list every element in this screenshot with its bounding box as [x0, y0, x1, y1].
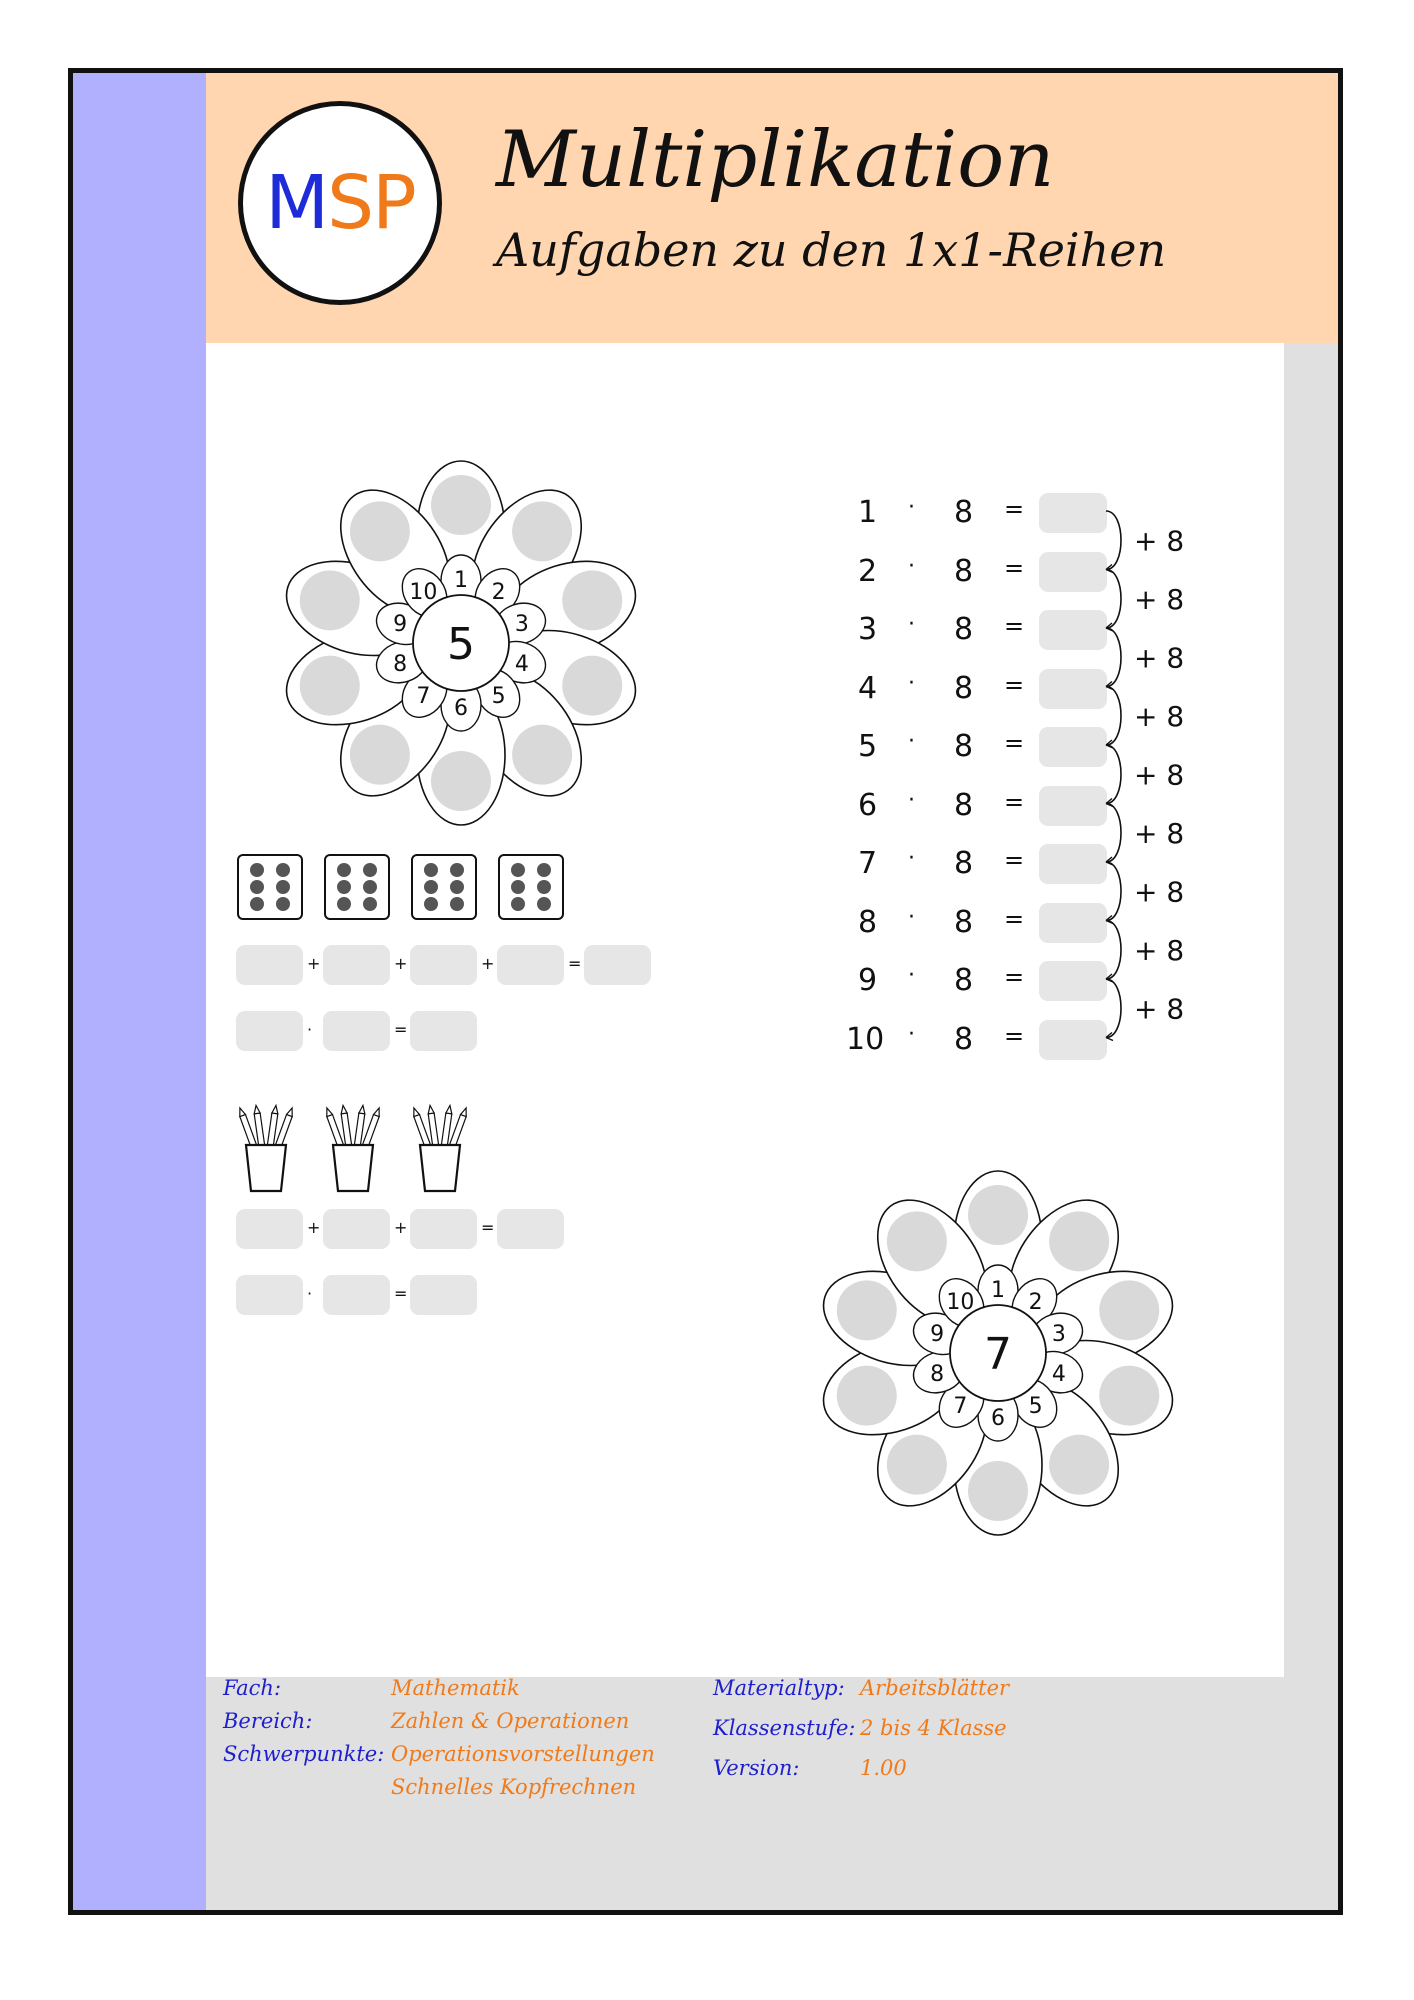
factor: 8	[954, 963, 974, 998]
petal-number: 4	[514, 651, 529, 677]
step-label: + 8	[1134, 699, 1185, 733]
petal-number: 7	[953, 1393, 968, 1419]
step-label: + 8	[1134, 641, 1185, 675]
die-pip	[250, 863, 264, 877]
step-label: + 8	[1134, 758, 1185, 792]
die-pip	[450, 897, 464, 911]
dot-sign: ·	[908, 904, 915, 930]
step-label: + 8	[1134, 875, 1185, 909]
equals-sign: =	[1004, 787, 1025, 816]
answer-box[interactable]	[410, 1209, 477, 1249]
plus-sign: +	[307, 954, 321, 973]
plus-sign: +	[394, 1218, 408, 1237]
die-pip	[511, 863, 525, 877]
equals-sign: =	[1004, 495, 1025, 523]
answer-box[interactable]	[1039, 727, 1107, 767]
equals-sign: =	[1004, 729, 1025, 757]
equals-sign: =	[394, 1284, 408, 1303]
step-label: + 8	[1134, 992, 1185, 1026]
petal-number: 9	[930, 1322, 945, 1348]
die-pip	[424, 863, 438, 877]
worksheet-content	[206, 343, 1284, 1677]
answer-box[interactable]	[236, 1275, 303, 1315]
die-pip	[537, 863, 551, 877]
die-pip	[337, 863, 351, 877]
die	[325, 855, 389, 919]
answer-box[interactable]	[323, 1209, 390, 1249]
klassenstufe-label: Klassenstufe:	[713, 1716, 856, 1740]
petal-number: 1	[991, 1278, 1005, 1303]
page-subtitle: Aufgaben zu den 1x1-Reihen	[496, 223, 1167, 277]
step-label: + 8	[1134, 524, 1185, 558]
answer-box[interactable]	[323, 1011, 390, 1051]
times-table-row	[846, 1020, 1146, 1070]
answer-box[interactable]	[1039, 786, 1107, 826]
step-arrow	[1106, 862, 1121, 921]
petal-number: 5	[1028, 1393, 1043, 1419]
answer-box[interactable]	[1039, 552, 1107, 592]
die-pip	[250, 897, 264, 911]
dice-multiplication-row	[236, 1011, 656, 1051]
die-pip	[276, 863, 290, 877]
fach-label: Fach:	[223, 1676, 282, 1700]
petal-number: 4	[1051, 1361, 1066, 1387]
multiplier: 1	[858, 495, 878, 530]
dot-sign: ·	[908, 553, 915, 579]
dice-addition-row	[236, 945, 656, 985]
pencil-cup	[411, 1105, 469, 1191]
multiplier: 3	[858, 612, 878, 647]
equals-sign: =	[481, 1218, 495, 1237]
header-band	[206, 73, 1338, 343]
multiplier: 10	[846, 1021, 885, 1057]
petal-number: 10	[409, 580, 438, 606]
answer-box[interactable]	[1039, 961, 1107, 1001]
answer-box[interactable]	[497, 1209, 564, 1249]
answer-box[interactable]	[323, 945, 390, 985]
dot-sign: ·	[908, 963, 915, 988]
pencil-addition-row	[236, 1209, 656, 1249]
factor: 8	[954, 787, 974, 823]
step-arrow	[1106, 979, 1121, 1038]
plus-sign: +	[307, 1218, 321, 1237]
logo-letters-sp: SP	[327, 160, 415, 246]
dot-sign: ·	[908, 1021, 915, 1047]
materialtyp-value: Arbeitsblätter	[860, 1676, 1010, 1700]
factor: 8	[954, 553, 974, 589]
multiplier: 5	[858, 729, 878, 764]
worksheet-frame	[68, 68, 1343, 1915]
multiplier: 9	[858, 963, 878, 998]
step-arrow	[1106, 570, 1121, 629]
die-pip	[276, 880, 290, 894]
schwerpunkte-label: Schwerpunkte:	[223, 1742, 385, 1766]
die-pip	[363, 880, 377, 894]
dice-task	[236, 853, 656, 1073]
petal-number: 10	[946, 1290, 975, 1316]
equals-sign: =	[1004, 1021, 1025, 1050]
times-table-row	[846, 727, 1146, 777]
die-pip	[537, 880, 551, 894]
flower-center-number: 5	[447, 619, 475, 670]
times-table-row	[846, 786, 1146, 836]
equals-sign: =	[1004, 963, 1025, 991]
answer-box[interactable]	[410, 945, 477, 985]
step-label: + 8	[1134, 816, 1185, 850]
factor: 8	[954, 904, 974, 940]
equals-sign: =	[1004, 846, 1025, 874]
die	[238, 855, 302, 919]
answer-box[interactable]	[410, 1011, 477, 1051]
equals-sign: =	[1004, 612, 1025, 640]
step-arrow	[1106, 628, 1121, 687]
petal-number: 1	[454, 568, 468, 593]
schwerpunkte-value-1: Operationsvorstellungen	[391, 1742, 655, 1766]
die	[412, 855, 476, 919]
factor: 8	[954, 729, 974, 764]
answer-circle[interactable]	[968, 1185, 1028, 1245]
step-arrow	[1106, 745, 1121, 804]
die-pip	[511, 880, 525, 894]
dice-row	[236, 853, 596, 933]
step-arrow	[1106, 511, 1121, 570]
bereich-label: Bereich:	[223, 1709, 313, 1733]
answer-box[interactable]	[1039, 610, 1107, 650]
die-pip	[450, 880, 464, 894]
klassenstufe-value: 2 bis 4 Klasse	[860, 1716, 1007, 1740]
dot-sign: ·	[908, 729, 915, 754]
petal-number: 6	[454, 696, 468, 721]
times-table-row	[846, 493, 1146, 543]
factor: 8	[954, 846, 974, 881]
materialtyp-label: Materialtyp:	[713, 1676, 845, 1700]
die-pip	[424, 897, 438, 911]
version-value: 1.00	[860, 1756, 907, 1780]
petal-number: 7	[416, 683, 431, 709]
answer-circle[interactable]	[431, 751, 491, 811]
answer-box[interactable]	[236, 1209, 303, 1249]
pencil-multiplication-row	[236, 1275, 656, 1315]
answer-box[interactable]	[323, 1275, 390, 1315]
equals-sign: =	[1004, 553, 1025, 582]
plus-sign: +	[394, 954, 408, 973]
answer-circle[interactable]	[968, 1461, 1028, 1521]
pencil-cup	[324, 1105, 382, 1191]
times-table-row	[846, 903, 1146, 953]
times-table-row	[846, 844, 1146, 894]
answer-box[interactable]	[497, 945, 564, 985]
plus-sign: +	[481, 954, 495, 973]
logo-letter-m: M	[265, 160, 328, 246]
times-table-row	[846, 552, 1146, 602]
answer-box[interactable]	[410, 1275, 477, 1315]
answer-box[interactable]	[236, 1011, 303, 1051]
bereich-value: Zahlen & Operationen	[391, 1709, 630, 1733]
equals-sign: =	[394, 1020, 408, 1039]
petal-number: 5	[491, 683, 506, 709]
dot-sign: ·	[908, 787, 915, 813]
dot-sign: ·	[307, 1284, 313, 1303]
version-label: Version:	[713, 1756, 800, 1780]
factor: 8	[954, 612, 974, 647]
step-arrow	[1106, 804, 1121, 863]
answer-box[interactable]	[236, 945, 303, 985]
pencil-cups-row	[236, 1103, 536, 1203]
multiplier: 8	[858, 904, 878, 940]
schwerpunkte-value-2: Schnelles Kopfrechnen	[391, 1775, 637, 1799]
die-pip	[276, 897, 290, 911]
multiplier: 2	[858, 553, 878, 589]
dot-sign: ·	[908, 612, 915, 637]
petal-number: 3	[514, 612, 529, 638]
pencil-cup	[237, 1105, 295, 1191]
petal-number: 6	[991, 1406, 1005, 1431]
flower-center-number: 7	[984, 1329, 1012, 1380]
step-arrow	[1106, 921, 1121, 980]
die-pip	[537, 897, 551, 911]
die-pip	[337, 880, 351, 894]
times-table-8	[846, 493, 1266, 1073]
multiplier: 7	[858, 846, 878, 881]
multiplier: 4	[858, 670, 878, 706]
dot-sign: ·	[908, 670, 915, 696]
cup	[420, 1145, 460, 1191]
dot-sign: ·	[908, 495, 915, 520]
factor: 8	[954, 670, 974, 706]
equals-sign: =	[568, 954, 582, 973]
dot-sign: ·	[307, 1020, 313, 1039]
die-pip	[363, 897, 377, 911]
answer-circle[interactable]	[431, 475, 491, 535]
step-arrows	[1104, 493, 1224, 1073]
answer-box[interactable]	[1039, 903, 1107, 943]
die	[499, 855, 563, 919]
step-arrow	[1106, 687, 1121, 746]
answer-box[interactable]	[1039, 844, 1107, 884]
times-table-row	[846, 610, 1146, 660]
petal-number: 3	[1051, 1322, 1066, 1348]
step-label: + 8	[1134, 582, 1185, 616]
cup	[333, 1145, 373, 1191]
die-pip	[424, 880, 438, 894]
petal-number: 2	[1028, 1290, 1043, 1316]
dot-sign: ·	[908, 846, 915, 871]
factor: 8	[954, 1021, 974, 1057]
die-pip	[337, 897, 351, 911]
answer-box[interactable]	[1039, 1020, 1107, 1060]
petal-number: 2	[491, 580, 506, 606]
times-table-row	[846, 669, 1146, 719]
msp-logo	[238, 101, 442, 305]
factor: 8	[954, 495, 974, 530]
left-sidebar	[73, 73, 206, 1910]
answer-box[interactable]	[1039, 493, 1107, 533]
die-pip	[511, 897, 525, 911]
multiplication-flower-7	[813, 1168, 1183, 1538]
answer-box[interactable]	[584, 945, 651, 985]
multiplication-flower-5	[276, 458, 646, 828]
equals-sign: =	[1004, 904, 1025, 933]
die-pip	[450, 863, 464, 877]
petal-number: 8	[393, 651, 408, 677]
page-title: Multiplikation	[496, 115, 1055, 205]
pencil-cup-task	[236, 1103, 656, 1343]
die-pip	[250, 880, 264, 894]
times-table-row	[846, 961, 1146, 1011]
petal-number: 8	[930, 1361, 945, 1387]
cup	[246, 1145, 286, 1191]
die-pip	[363, 863, 377, 877]
step-label: + 8	[1134, 933, 1185, 967]
fach-value: Mathematik	[391, 1676, 520, 1700]
multiplier: 6	[858, 787, 878, 823]
answer-box[interactable]	[1039, 669, 1107, 709]
equals-sign: =	[1004, 670, 1025, 699]
petal-number: 9	[393, 612, 408, 638]
